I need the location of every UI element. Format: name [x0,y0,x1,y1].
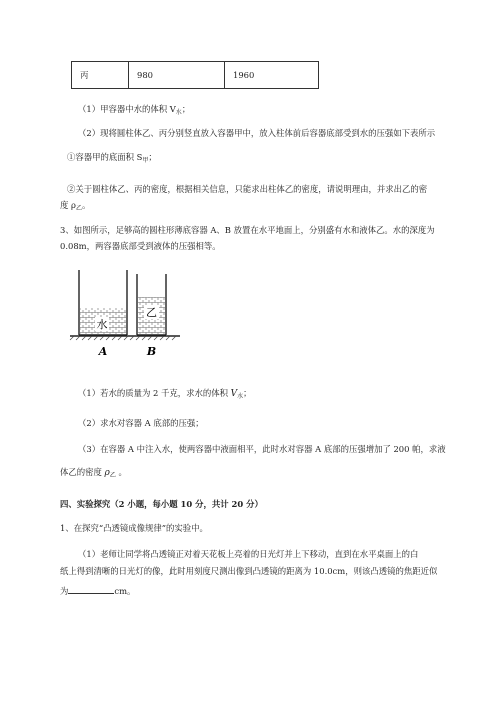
section-4-q1-line2: 纸上得到清晰的日光灯的像，此时用刻度尺测出像到凸透镜的距离为 10.0cm，则该凸透镜的焦距近似 [60,566,438,576]
problem-3-q1: （1）若水的质量为 2 千克，求水的体积 $V_水$； [78,388,252,400]
question-2-part-b-line2: 度 $\rho_乙$。 [60,200,91,212]
section-4-q1-line3: 为 cm。 [60,586,136,596]
problem-3-q3-line1: （3）在容器 A 中注入水，使两容器中液面相平，此时水对容器 A 底部的压强增加了 200 帕，求液 [78,444,446,454]
question-2-part-a: ①容器甲的底面积 $S_甲$； [67,152,157,164]
table-cell-cylinder: 丙 [72,62,129,88]
container-b [137,274,166,335]
section-4-heading: 四、实验探究（2 小题，每小题 10 分，共计 20 分） [60,499,263,509]
water-label: 水 [96,318,108,331]
table-cell-before: 980 [129,62,225,88]
answer-blank[interactable] [68,584,114,594]
section-4-problem-1: 1、在探究“凸透镜成像规律”的实验中。 [60,523,208,533]
section-4-q1-line1: （1）老师让同学将凸透镜正对着天花板上亮着的日光灯并上下移动，直到在水平桌面上的白 [78,549,419,559]
containers-figure [68,270,182,362]
question-1-volume: （1）甲容器中水的体积 $V_水$； [78,104,191,116]
problem-3-q2: （2）求水对容器 A 底部的压强； [78,418,204,428]
problem-3-line1: 3、如图所示，足够高的圆柱形薄底容器 A、B 放置在水平地面上，分别盛有水和液体乙。水的深度为 [60,225,435,235]
question-2-part-b-line1: ②关于圆柱体乙、丙的密度，根据相关信息，只能求出柱体乙的密度，请说明理由，并求出乙的密 [67,184,428,194]
liquid-label: 乙 [146,306,157,319]
question-2-intro: （2）现将圆柱体乙、丙分别竖直放入容器甲中，放入柱体前后容器底部受到水的压强如下表所示 [78,128,436,138]
container-a [79,270,127,335]
table-cell-after: 1960 [233,70,255,80]
pressure-table [71,61,319,89]
problem-3-q3-line2: 体乙的密度 $\rho_乙$ 。 [60,467,127,479]
label-a: A [98,345,108,358]
problem-3-line2: 0.08m，两容器底部受到液体的压强相等。 [60,241,221,251]
label-b: B [146,345,157,358]
